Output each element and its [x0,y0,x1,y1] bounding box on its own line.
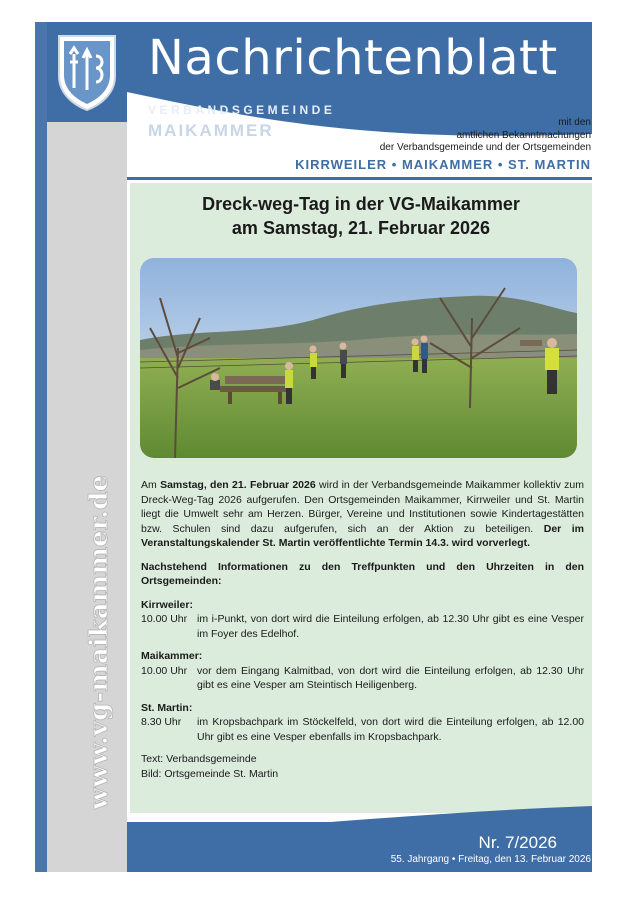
credit-photo: Bild: Ortsgemeinde St. Martin [141,767,279,780]
intro-date: Samstag, den 21. Februar 2026 [160,479,316,491]
article-body [141,478,584,781]
website-url-text: www.vg-maikammer.de [84,489,113,810]
schedule-row [141,715,584,744]
article-headline [130,192,592,240]
verbandsgemeinde-label: VERBANDSGEMEINDE [148,103,336,117]
masthead-rule [127,177,592,180]
publication-title: Nachrichtenblatt [148,30,558,86]
sidebar-url [57,470,127,810]
schedule-row [141,664,584,693]
schedule-time: 10.00 Uhr [141,613,188,625]
article-photo [140,258,577,458]
intro-notice: Der im Veranstaltungskalender St. Martin veröffentlichte Termin 14.3. wird vorverlegt. [141,522,584,549]
schedule-place: Maikammer: [141,650,203,662]
schedule-description: im i-Punkt, von dort wird die Einteilung erfolgen, ab 12.30 Uhr gibt es eine Vesper im Foyer des Edelhof. [197,613,584,640]
schedule-intro: Nachstehend Informationen zu den Treffpunkten und den Uhrzeiten in den Ortsgemeinden: [141,560,584,587]
schedule-item [141,598,584,642]
subtitle-line-2: amtlichen Bekanntmachungen [456,129,591,141]
towns-line: KIRRWEILER • MAIKAMMER • ST. MARTIN [295,157,591,172]
headline-line-1: Dreck-weg-Tag in der VG-Maikammer [202,194,520,214]
schedule-description: vor dem Eingang Kalmitbad, von dort wird die Einteilung erfolgen, ab 12.30 Uhr gibt es eine Vesper am Steintisch Heiligenberg. [197,664,584,691]
schedule-time: 10.00 Uhr [141,664,188,677]
subtitle-line-3: der Verbandsgemeinde und der Ortsgemeinden [379,142,591,153]
maikammer-label: MAIKAMMER [148,121,274,140]
schedule-place: St. Martin: [141,701,193,714]
schedule-item [141,649,584,693]
coat-of-arms-icon [56,32,118,112]
credits [141,752,584,781]
intro-text-1: Am [141,479,161,491]
intro-paragraph [141,478,584,551]
volume-date: 55. Jahrgang • Freitag, den 13. Februar 2026 [390,854,591,865]
intro-text-2: wird in der Verbandsgemeinde Maikammer kollektiv zum Dreck-Weg-Tag 2026 aufgerufen. Den Ortsgemeinden Maikammer, Kirrweiler und St. Martin liegt die Umwelt sehr am Herzen. Bürger, Vereine und Institutionen sowie Kindertagestätten bzw. Schulen sind dazu aufgerufen, sich an der Aktion zu beteiligen. [141,479,584,535]
headline-line-2: am Samstag, 21. Februar 2026 [231,218,491,238]
credit-text: Text: Verbandsgemeinde [141,753,257,765]
schedule-time: 8.30 Uhr [141,716,182,728]
schedule-description: im Kropsbachpark im Stöckelfeld, von dort wird die Einteilung erfolgen, ab 12.00 Uhr gibt es eine Vesper ebenfalls im Kropsbachpark. [197,716,584,743]
schedule-row [141,612,584,641]
schedule-item [141,701,584,745]
left-blue-bar [35,22,47,872]
issue-number: Nr. 7/2026 [478,833,557,852]
schedule-place: Kirrweiler: [141,598,193,611]
masthead-subtitle [380,117,591,155]
subtitle-line-1: mit den [558,117,591,128]
